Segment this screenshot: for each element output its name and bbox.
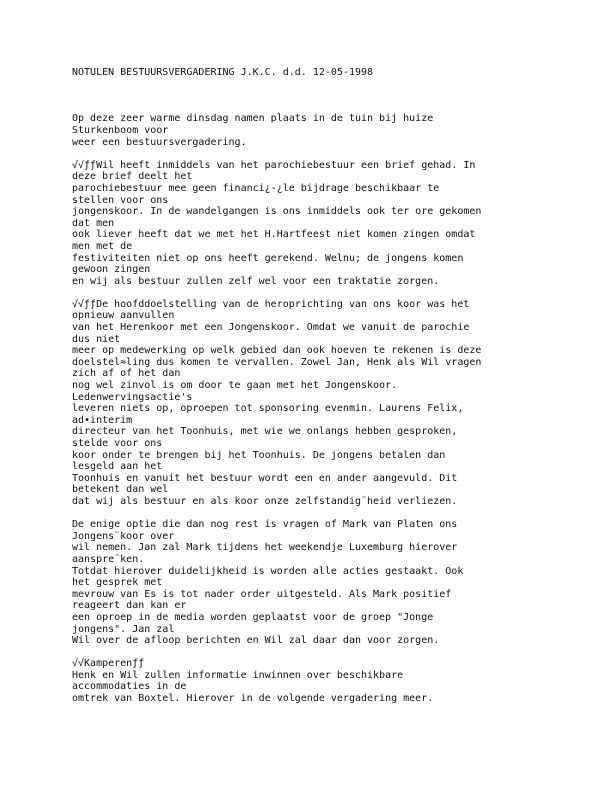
paragraph-line: Henk en Wil zullen informatie inwinnen over beschikbare [72,669,404,681]
document-title: NOTULEN BESTUURSVERGADERING J.K.C. d.d. 12-05-1998 [72,67,374,78]
paragraph-line: en wij als bestuur zullen zelf wel voor een traktatie zorgen. [72,275,440,287]
paragraph-gap [72,508,572,520]
paragraph-line: nog wel zinvol is om door te gaan met het Jongenskoor. [72,380,398,392]
paragraph-line: het gesprek met [72,577,163,589]
paragraph-line: De enige optie die dan nog rest is vragen of Mark van Platen ons [72,519,458,531]
document-body [72,67,572,705]
paragraph-line: Jongens¨koor over [72,530,175,542]
paragraph-line: deze brief deelt het [72,171,193,183]
paragraph-line: festiviteiten niet op ons heeft gerekend. Welnu; de jongens komen [72,252,464,264]
spacer [72,79,572,102]
paragraph-line: √√ƒƒWil heeft inmiddels van het parochiebestuur een brief gehad. In [72,159,476,171]
paragraph [72,113,572,148]
paragraph [72,519,572,647]
paragraph-line: ook liever heeft dat we met het H.Hartfeest niet komen zingen omdat [72,229,476,241]
paragraph-gap [72,287,572,299]
paragraph-line: leveren niets op, oproepen tot sponsoring evenmin. Laurens Felix, [72,403,464,415]
paragraph-line: stellen voor ons [72,194,169,206]
paragraph-line: dat men [72,217,115,229]
paragraph-gap [72,647,572,659]
paragraph-line: weer een bestuursvergadering. [72,136,247,148]
paragraph-line: doelstel≈ling dus komen te vervallen. Zowel Jan, Henk als Wil vragen [72,356,482,368]
paragraph-list [72,113,572,704]
paragraph-line: Totdat hierover duidelijkheid is worden alle acties gestaakt. Ook [72,565,464,577]
paragraph-line: jongens". Jan zal [72,623,175,635]
paragraph-line: stelde voor ons [72,438,163,449]
paragraph-line: betekent dan wel [72,484,169,496]
paragraph-gap [72,148,572,160]
paragraph [72,299,572,508]
paragraph-line: lesgeld aan het [72,461,163,473]
paragraph-line: dat wij als bestuur en als koor onze zelfstandig¨heid verliezen. [72,495,458,507]
paragraph-line: √√ƒƒDe hoofddoelstelling van de heroprichting van ons koor was het [72,298,470,310]
paragraph-line: Op deze zeer warme dinsdag namen plaats in de tuin bij huize [72,113,434,125]
paragraph-line: koor onder te brengen bij het Toonhuis. De jongens betalen dan [72,449,446,461]
paragraph-line: men met de [72,240,133,252]
paragraph [72,658,572,704]
paragraph-line: reageert dan kan er [72,600,187,612]
paragraph-line: directeur van het Toonhuis, met wie we onlangs hebben gesproken, [72,426,458,438]
paragraph-line: Toonhuis en vanuit het bestuur wordt een en ander aangevuld. Dit [72,472,458,484]
paragraph-line: √√Kamperenƒƒ [72,658,145,670]
paragraph-line: omtrek van Boxtel. Hierover in de volgende vergadering meer. [72,693,434,705]
paragraph-line: een oproep in de media worden geplaatst voor de groep "Jonge [72,611,434,623]
paragraph-line: Ledenwervingsactie's [72,391,193,403]
paragraph-line: aanspre¨ken. [72,553,145,565]
paragraph [72,160,572,288]
paragraph-line: gewoon zingen [72,264,151,276]
paragraph-line: wil nemen. Jan zal Mark tijdens het weekendje Luxemburg hierover [72,542,458,554]
paragraph-line: Sturkenboom voor [72,124,169,136]
paragraph-line: dus niet [72,333,121,345]
paragraph-line: mevrouw van Es is tot nader order uitgesteld. Als Mark positief [72,588,452,600]
spacer [72,102,572,114]
paragraph-line: jongenskoor. In de wandelgangen is ons inmiddels ook ter ore gekomen [72,206,482,218]
paragraph-line: van het Herenkoor met een Jongenskoor. Omdat we vanuit de parochie [72,322,470,334]
paragraph-line: opnieuw aanvullen [72,310,175,322]
paragraph-line: Wil over de afloop berichten en Wil zal daar dan voor zorgen. [72,635,440,647]
paragraph-line: meer op medewerking op welk gebied dan ook hoeven te rekenen is deze [72,345,482,357]
paragraph-line: ad•interim [72,414,133,426]
paragraph-line: accommodaties in de [72,681,187,693]
paragraph-line: parochiebestuur mee geen financi¿-¿le bijdrage beschikbaar te [72,182,440,194]
paragraph-line: zich af of het dan [72,368,181,380]
